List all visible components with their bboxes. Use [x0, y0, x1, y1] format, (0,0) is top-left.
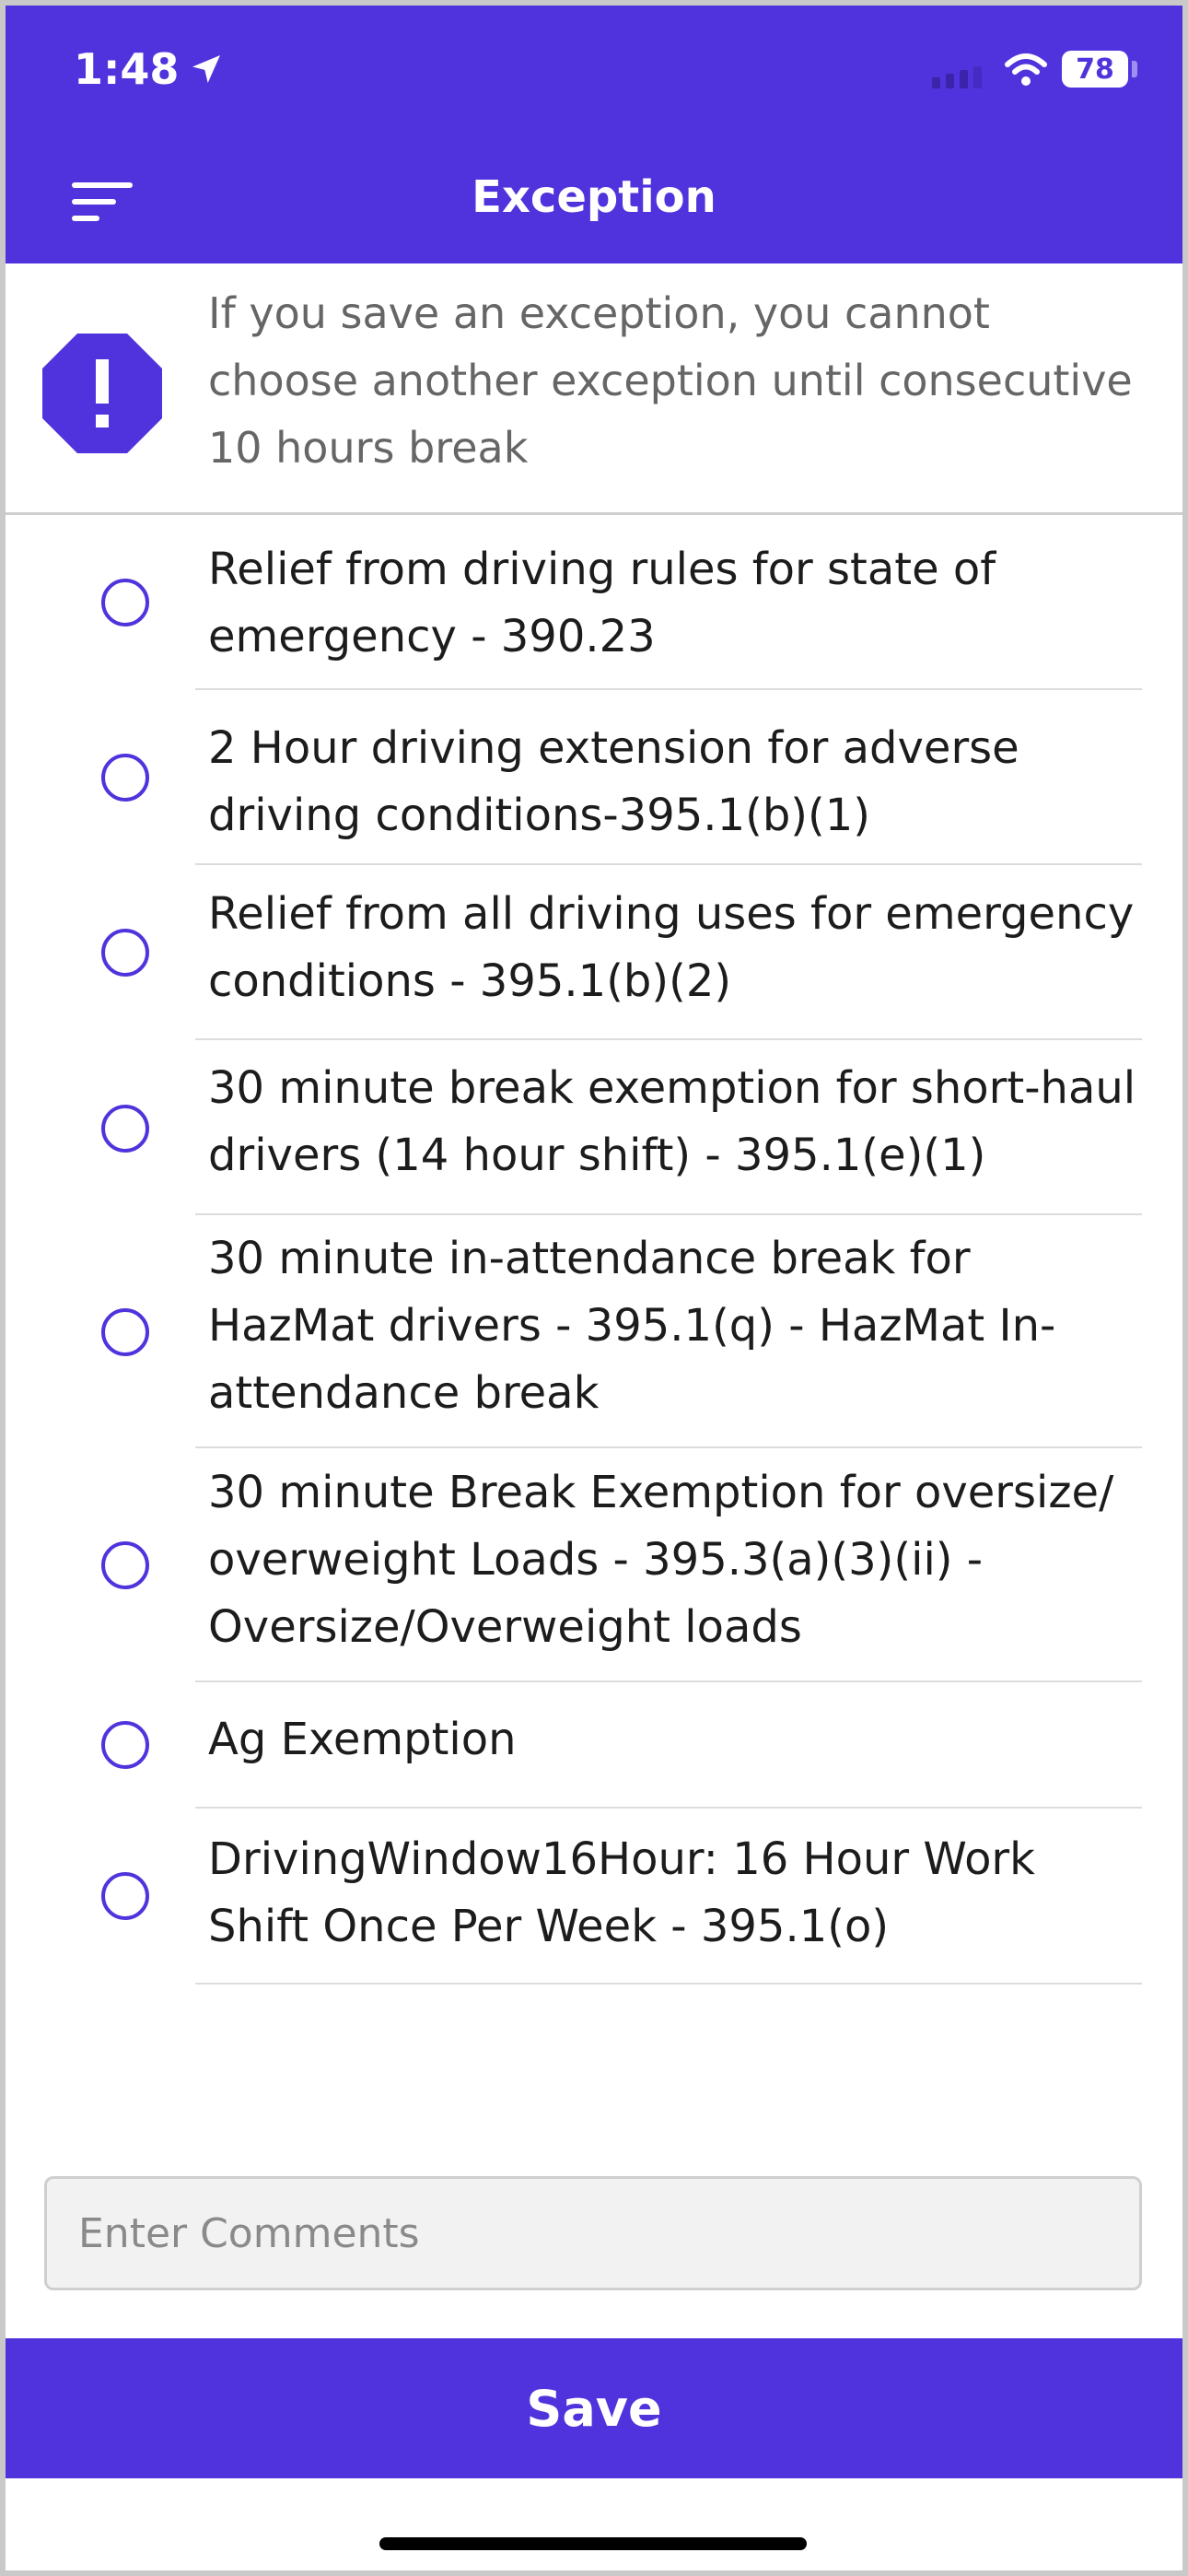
battery-nub	[1132, 61, 1137, 77]
divider	[195, 1446, 1142, 1448]
divider	[195, 1038, 1142, 1040]
comments-input[interactable]	[44, 2176, 1142, 2290]
divider	[195, 1807, 1142, 1809]
home-indicator	[379, 2537, 807, 2550]
exception-option-label: DrivingWindow16Hour: 16 Hour Work Shift Once Per Week - 395.1(o)	[208, 1833, 1035, 1952]
divider	[195, 688, 1142, 690]
battery-level: 78	[1076, 53, 1114, 86]
exception-option-label: 30 minute Break Exemption for oversize/ overweight Loads - 395.3(a)(3)(ii) - Oversize/Overweight loads	[208, 1467, 1114, 1653]
time-text: 1:48	[74, 44, 180, 94]
location-arrow-icon	[188, 51, 225, 88]
divider	[195, 863, 1142, 865]
radio-button[interactable]	[101, 929, 149, 977]
divider	[195, 1680, 1142, 1682]
exception-option-label: Relief from driving rules for state of emergency - 390.23	[208, 544, 996, 662]
radio-button[interactable]	[101, 1872, 149, 1920]
wifi-icon	[1004, 52, 1048, 88]
warning-text: If you save an exception, you cannot choose another exception until consecutive 10 hours break	[208, 288, 1133, 473]
radio-button[interactable]	[101, 1105, 149, 1153]
radio-button[interactable]	[101, 579, 149, 626]
exception-option-label: 30 minute break exemption for short-haul drivers (14 hour shift) - 395.1(e)(1)	[208, 1062, 1136, 1181]
exception-option-label: 2 Hour driving extension for adverse driving conditions-395.1(b)(1)	[208, 722, 1019, 841]
divider	[195, 1213, 1142, 1215]
exception-option-label: 30 minute in-attendance break for HazMat drivers - 395.1(q) - HazMat In-attendance break	[208, 1233, 1056, 1419]
cellular-signal-icon	[932, 66, 982, 88]
battery-icon	[1062, 51, 1128, 88]
radio-button[interactable]	[101, 754, 149, 802]
radio-button[interactable]	[101, 1308, 149, 1356]
save-button[interactable]: Save	[0, 2338, 1188, 2478]
divider	[195, 1983, 1142, 1985]
status-time	[74, 44, 225, 94]
page-title: Exception	[472, 171, 716, 223]
top-bar	[0, 0, 1188, 263]
exception-option-label: Ag Exemption	[208, 1714, 517, 1765]
radio-button[interactable]	[101, 1721, 149, 1769]
alert-octagon-icon	[42, 334, 162, 453]
radio-button[interactable]	[101, 1541, 149, 1589]
exception-option-label: Relief from all driving uses for emergency conditions - 395.1(b)(2)	[208, 888, 1135, 1007]
